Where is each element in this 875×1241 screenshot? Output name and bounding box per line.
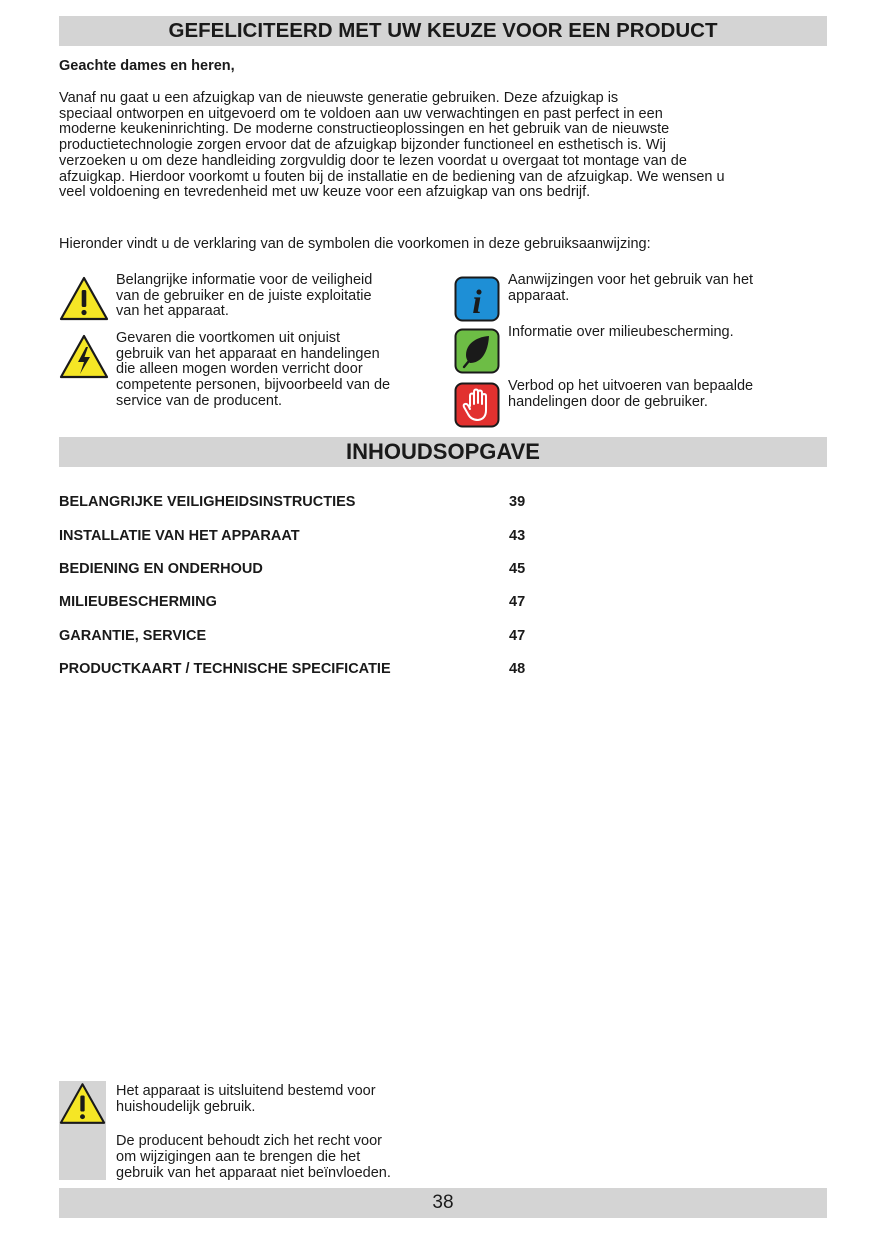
electric-hazard-icon xyxy=(59,334,109,380)
symbol-electric-description xyxy=(116,331,390,410)
intro-line: afzuigkap. Hierdoor voorkomt u fouten bij de installatie en de bediening van de afzuigkap. We wensen u xyxy=(59,168,725,185)
toc-entry-page[interactable]: 39 xyxy=(509,494,526,510)
note-text-line: om wijzigingen aan te brengen die het xyxy=(116,1149,361,1165)
page-number: 38 xyxy=(59,1188,827,1218)
symbol-text-line: die alleen mogen worden verricht door xyxy=(116,361,363,378)
intro-line: Vanaf nu gaat u een afzuigkap van de nieuwste generatie gebruiken. Deze afzuigkap is xyxy=(59,90,619,106)
salutation: Geachte dames en heren, xyxy=(59,58,235,74)
symbols-intro: Hieronder vindt u de verklaring van de symbolen die voorkomen in deze gebruiksaanwijzing: xyxy=(59,236,651,252)
symbol-text-line: Belangrijke informatie voor de veiligheid xyxy=(116,272,373,288)
symbol-text-line: Aanwijzingen voor het gebruik van het xyxy=(508,272,754,288)
symbol-prohibition-description xyxy=(508,379,753,410)
leaf-icon xyxy=(454,328,500,374)
symbol-text-line: service van de producent. xyxy=(116,392,283,409)
symbol-text-line: van de gebruiker en de juiste exploitatie xyxy=(116,287,372,304)
symbol-text-line: Verbod op het uitvoeren van bepaalde xyxy=(508,378,754,394)
note-manufacturer-rights xyxy=(116,1133,446,1181)
warning-triangle-icon xyxy=(59,276,109,322)
toc-entry-label[interactable]: BEDIENING EN ONDERHOUD xyxy=(59,561,263,577)
info-icon xyxy=(454,276,500,322)
intro-paragraph xyxy=(59,91,829,201)
symbol-text-line: Informatie over milieubescherming. xyxy=(508,324,734,340)
note-text-line: Het apparaat is uitsluitend bestemd voor xyxy=(116,1083,376,1099)
intro-line: moderne keukeninrichting. De moderne constructieoplossingen en het gebruik van de nieuwste xyxy=(59,121,670,138)
intro-line: speciaal ontworpen en uitgevoerd om te voldoen aan uw verwachtingen en past perfect in een xyxy=(59,105,663,122)
toc-entry-page[interactable]: 43 xyxy=(509,528,526,544)
stop-hand-icon xyxy=(454,382,500,428)
toc-entry-page[interactable]: 45 xyxy=(509,561,526,577)
symbol-text-line: handelingen door de gebruiker. xyxy=(508,393,708,410)
symbol-text-line: gebruik van het apparaat en handelingen xyxy=(116,345,380,362)
warning-triangle-icon xyxy=(59,1082,106,1126)
toc-title-banner: INHOUDSOPGAVE xyxy=(59,437,827,467)
toc-entry-page[interactable]: 47 xyxy=(509,594,526,610)
toc-entry-label[interactable]: INSTALLATIE VAN HET APPARAAT xyxy=(59,528,300,544)
toc-entry-page[interactable]: 48 xyxy=(509,661,526,677)
toc-entry-label[interactable]: BELANGRIJKE VEILIGHEIDSINSTRUCTIES xyxy=(59,494,356,510)
note-text-line: De producent behoudt zich het recht voor xyxy=(116,1133,382,1149)
svg-text:i: i xyxy=(472,284,482,321)
intro-line: verzoeken u om deze handleiding zorgvuldig door te lezen voordat u overgaat tot montage van de xyxy=(59,152,687,169)
toc-entry-label[interactable]: GARANTIE, SERVICE xyxy=(59,628,207,644)
toc-entry-label[interactable]: MILIEUBESCHERMING xyxy=(59,594,217,610)
symbol-text-line: competente personen, bijvoorbeeld van de xyxy=(116,377,391,394)
symbol-text-line: van het apparaat. xyxy=(116,303,229,320)
symbol-text-line: apparaat. xyxy=(508,287,570,304)
toc-entry-page[interactable]: 47 xyxy=(509,628,526,644)
symbol-info-description xyxy=(508,273,753,304)
toc-entry-label[interactable]: PRODUCTKAART / TECHNISCHE SPECIFICATIE xyxy=(59,661,391,677)
note-text-line: gebruik van het apparaat niet beïnvloeden. xyxy=(116,1165,391,1181)
intro-line: veel voldoening en tevredenheid met uw keuze voor een afzuigkap van ons bedrijf. xyxy=(59,184,591,201)
symbol-text-line: Gevaren die voortkomen uit onjuist xyxy=(116,330,341,346)
symbol-environment-description xyxy=(508,325,734,341)
note-household-use xyxy=(116,1083,446,1115)
intro-line: productietechnologie zorgen ervoor dat de afzuigkap bijzonder functioneel en esthetisch is. Wij xyxy=(59,137,666,154)
note-text-line: huishoudelijk gebruik. xyxy=(116,1099,256,1115)
page-title-banner: GEFELICITEERD MET UW KEUZE VOOR EEN PRODUCT xyxy=(59,16,827,46)
symbol-warning-description xyxy=(116,273,372,320)
